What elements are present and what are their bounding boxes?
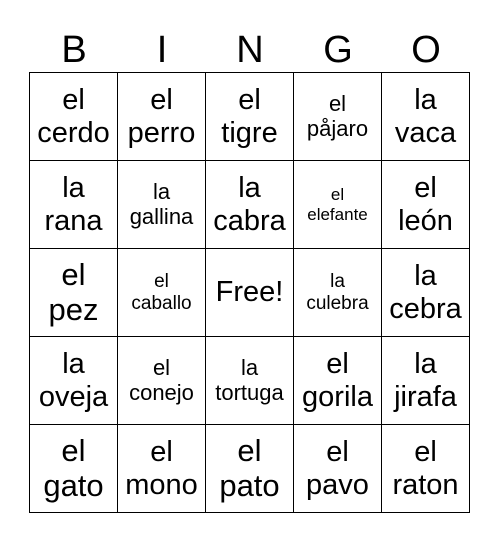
cell-word: pato — [219, 467, 280, 503]
cell-word: raton — [392, 468, 459, 501]
cell-article: el — [152, 354, 171, 380]
cell-word: pez — [48, 291, 99, 327]
cell-article: el — [326, 348, 349, 381]
cell-word: cerdo — [37, 116, 110, 149]
cell-article: la — [414, 260, 437, 293]
cell-word: oveja — [38, 380, 109, 413]
header-letter-b: B — [61, 29, 87, 71]
bingo-cell[interactable] — [382, 337, 470, 425]
cell-word: culebra — [306, 292, 369, 314]
bingo-cell[interactable] — [294, 249, 382, 337]
cell-article: la — [62, 348, 85, 381]
cell-word: conejo — [129, 379, 194, 405]
cell-article: el — [237, 432, 262, 468]
cell-word: gorila — [302, 380, 373, 413]
cell-word: cabra — [213, 204, 286, 237]
bingo-cell[interactable] — [30, 161, 118, 249]
bingo-cell[interactable] — [294, 425, 382, 513]
cell-word: påjaro — [306, 115, 369, 141]
header-letter-n: N — [236, 29, 264, 71]
cell-article: el — [238, 84, 261, 117]
cell-article: el — [150, 436, 173, 469]
free-space[interactable] — [206, 249, 294, 337]
bingo-cell[interactable] — [30, 73, 118, 161]
bingo-cell[interactable] — [30, 249, 118, 337]
bingo-cell[interactable] — [382, 249, 470, 337]
bingo-cell[interactable] — [118, 161, 206, 249]
bingo-cell[interactable] — [118, 249, 206, 337]
cell-article: el — [61, 256, 86, 292]
cell-word: tigre — [221, 116, 278, 149]
cell-word: león — [398, 204, 453, 237]
header-letter-o: O — [411, 29, 441, 71]
cell-word: vaca — [394, 116, 457, 149]
bingo-cell[interactable] — [382, 425, 470, 513]
cell-word: elefante — [307, 204, 368, 224]
bingo-cell[interactable] — [30, 425, 118, 513]
bingo-header — [30, 28, 470, 72]
cell-article: el — [414, 436, 437, 469]
cell-article: la — [414, 84, 437, 117]
cell-article: la — [152, 178, 171, 204]
header-letter-i: I — [156, 29, 168, 71]
bingo-cell[interactable] — [382, 73, 470, 161]
bingo-cell[interactable] — [206, 337, 294, 425]
cell-word: gato — [43, 467, 104, 503]
cell-word: tortuga — [215, 379, 284, 405]
cell-word: rana — [44, 204, 103, 237]
cell-article: la — [330, 271, 345, 293]
cell-word: mono — [125, 468, 198, 501]
cell-article: el — [150, 84, 173, 117]
bingo-cell[interactable] — [118, 425, 206, 513]
cell-article: el — [154, 271, 169, 293]
bingo-cell[interactable] — [118, 73, 206, 161]
header-letter-g: G — [323, 29, 353, 71]
bingo-cell[interactable] — [118, 337, 206, 425]
cell-article: el — [62, 84, 85, 117]
cell-article: la — [240, 354, 259, 380]
bingo-cell[interactable] — [30, 337, 118, 425]
cell-word: perro — [127, 116, 196, 149]
bingo-board — [29, 72, 470, 513]
cell-word: caballo — [131, 292, 192, 314]
cell-article: la — [238, 172, 261, 205]
bingo-cell[interactable] — [206, 73, 294, 161]
cell-article: la — [62, 172, 85, 205]
cell-article: la — [414, 348, 437, 381]
bingo-cell[interactable] — [294, 337, 382, 425]
cell-word: cebra — [389, 292, 462, 325]
cell-word: jirafa — [394, 380, 457, 413]
cell-article: el — [330, 185, 345, 205]
bingo-cell[interactable] — [382, 161, 470, 249]
cell-word: gallina — [129, 203, 194, 229]
free-space-label: Free! — [215, 276, 284, 309]
bingo-cell[interactable] — [294, 161, 382, 249]
cell-article: el — [326, 436, 349, 469]
bingo-cell[interactable] — [294, 73, 382, 161]
cell-article: el — [328, 90, 347, 116]
bingo-cell[interactable] — [206, 425, 294, 513]
cell-article: el — [414, 172, 437, 205]
cell-article: el — [61, 432, 86, 468]
cell-word: pavo — [306, 468, 369, 501]
bingo-cell[interactable] — [206, 161, 294, 249]
